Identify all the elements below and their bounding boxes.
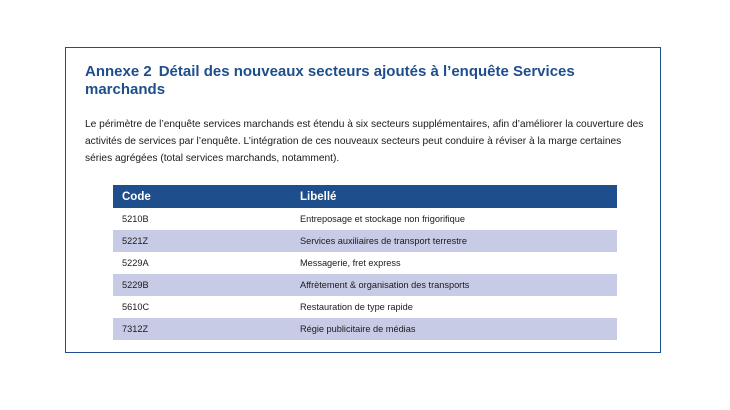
annex-title-text: Détail des nouveaux secteurs ajoutés à l’enquête Services marchands xyxy=(85,63,575,98)
table-row xyxy=(113,274,617,296)
row-code: 5229B xyxy=(113,274,300,296)
table-row xyxy=(113,252,617,274)
annex-title xyxy=(85,63,645,99)
table-row xyxy=(113,296,617,318)
annex-box xyxy=(65,47,661,353)
row-label: Entreposage et stockage non frigorifique xyxy=(300,214,465,224)
row-label: Restauration de type rapide xyxy=(300,302,413,312)
header-label: Libellé xyxy=(300,185,617,208)
row-code: 7312Z xyxy=(113,318,300,340)
intro-paragraph: Le périmètre de l’enquête services marchands est étendu à six secteurs supplémentaires, afin d’améliorer la couverture des activités de services par l’enquête. L’intégration de ces nouveaux secteurs peut conduire à réviser à la marge certaines séries agrégées (total services marchands, notamment). xyxy=(85,119,644,164)
table-row xyxy=(113,230,617,252)
annex-number: Annexe 2 xyxy=(85,63,152,80)
row-label: Messagerie, fret express xyxy=(300,258,401,268)
row-code: 5221Z xyxy=(113,230,300,252)
row-code: 5210B xyxy=(122,214,149,224)
sectors-table xyxy=(113,185,617,340)
table-header-row xyxy=(113,185,617,208)
header-code: Code xyxy=(113,185,300,208)
row-code: 5229A xyxy=(122,258,149,268)
row-code: 5610C xyxy=(122,302,150,312)
table-row xyxy=(113,208,617,230)
row-label: Régie publicitaire de médias xyxy=(300,318,617,340)
row-label: Affrètement & organisation des transports xyxy=(300,274,617,296)
row-label: Services auxiliaires de transport terrestre xyxy=(300,230,617,252)
table-row xyxy=(113,318,617,340)
